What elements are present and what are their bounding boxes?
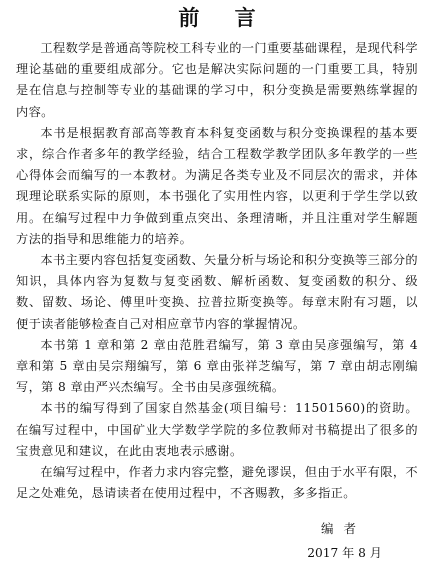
page-title: 前 言 [178, 5, 270, 30]
signature: 编者 [320, 521, 366, 537]
paragraph-acknowledgement: 本书的编写得到了国家自然基金(项目编号：11501560)的资助。在编写过程中，中国矿业大学数学学院的多位教师对书稿提出了很多的宝贵意见和建议，在此由衷地表示感谢。 [16, 401, 418, 458]
paragraph-authors: 本书第 1 章和第 2 章由范胜君编写，第 3 章由吴彦强编写，第 4 章和第 5 章由吴宗翔编写，第 6 章由张祥芝编写，第 7 章由胡志刚编写，第 8 章由严兴杰编写。全书由吴彦强统稿。 [16, 337, 418, 395]
paragraph-intro: 工程数学是普通高等院校工科专业的一门重要基础课程，是现代科学理论基础的重要组成部分。它也是解决实际问题的一门重要工具，特别是在信息与控制等专业的基础课的学习中，积分变换是需要熟练掌握的内容。 [16, 41, 419, 119]
paragraph-closing: 在编写过程中，作者力求内容完整，避免谬误，但由于水平有限，不足之处难免，恳请读者在使用过程中，不吝赐教，多多指正。 [16, 465, 419, 501]
paragraph-purpose: 本书是根据教育部高等教育本科复变函数与积分变换课程的基本要求，综合作者多年的教学经验，结合工程数学教学团队多年教学的一些心得体会而编写的一本教材。为满足各类专业及不同层次的需求，并体现理论联系实际的原则，本书强化了实用性内容，以更利于学生学以致用。在编写过程中力争做到重点突出、条理清晰，并且注重对学生解题方法的指导和思维能力的培养。 [16, 125, 418, 246]
paragraph-contents: 本书主要内容包括复变函数、矢量分析与场论和积分变换等三部分的知识，具体内容为复数与复变函数、解析函数、复变函数的积分、级数、留数、场论、傅里叶变换、拉普拉斯变换等。每章末附有习题，以便于读者能够检查自己对相应章节内容的掌握情况。 [16, 253, 419, 331]
date: 2017 年 8 月 [307, 546, 382, 561]
